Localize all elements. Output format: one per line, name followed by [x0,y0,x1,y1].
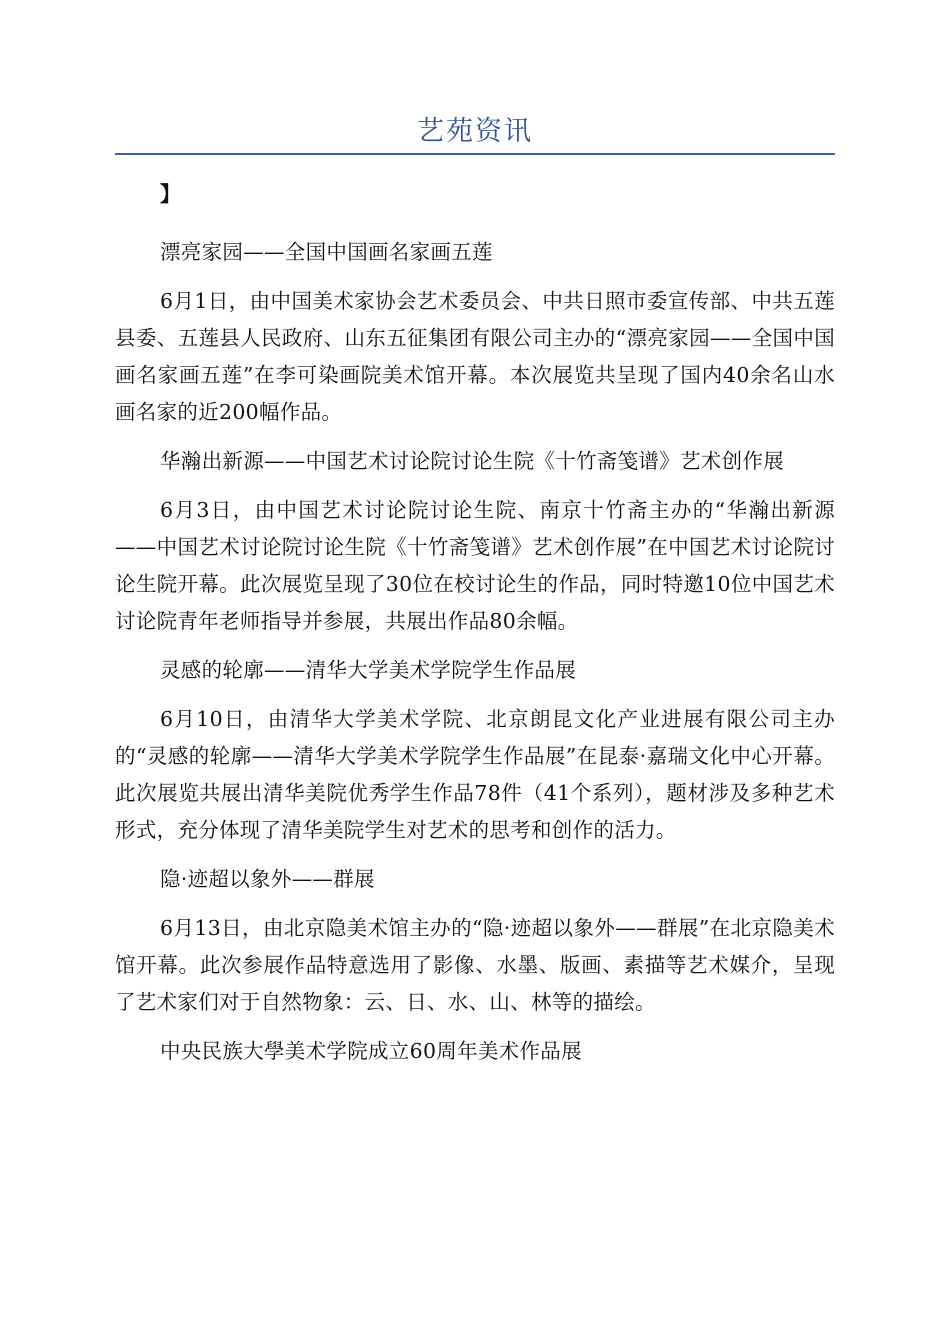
paragraph-exhibition-4: 6月13日，由北京隐美术馆主办的“隐·迹超以象外——群展”在北京隐美术馆开幕。此次参展作品特意选用了影像、水墨、版画、素描等艺术媒介，呈现了艺术家们对于自然物象：云、日、水、山、林等的描绘。 [115,916,835,1014]
document-body [115,176,835,1082]
paragraph-exhibition-3: 6月10日，由清华大学美术学院、北京朗昆文化产业进展有限公司主办的“灵感的轮廓——清华大学美术学院学生作品展”在昆泰·嘉瑞文化中心开幕。此次展览共展出清华美院优秀学生作品78件（41个系列），题材涉及多种艺术形式，充分体现了清华美院学生对艺术的思考和创作的活力。 [115,707,835,842]
paragraph-exhibition-2: 6月3日，由中国艺术讨论院讨论生院、南京十竹斋主办的“华瀚出新源——中国艺术讨论院讨论生院《十竹斋笺谱》艺术创作展”在中国艺术讨论院讨论生院开幕。此次展览呈现了30位在校讨论生的作品，同时特邀10位中国艺术讨论院青年老师指导并参展，共展出作品80余幅。 [115,498,835,633]
paragraph-exhibition-1: 6月1日，由中国美术家协会艺术委员会、中共日照市委宣传部、中共五莲县委、五莲县人民政府、山东五征集团有限公司主办的“漂亮家园——全国中国画名家画五莲”在李可染画院美术馆开幕。本次展览共呈现了国内40余名山水画名家的近200幅作品。 [115,289,835,424]
page-title: 艺苑资讯 [417,116,533,147]
heading-exhibition-3: 灵感的轮廓——清华大学美术学院学生作品展 [160,658,576,682]
heading-exhibition-2: 华瀚出新源——中国艺术讨论院讨论生院《十竹斋笺谱》艺术创作展 [160,449,784,473]
title-underline [115,153,835,155]
stray-bracket: 】 [160,182,181,206]
heading-exhibition-5: 中央民族大學美术学院成立60周年美术作品展 [160,1039,582,1063]
heading-exhibition-1: 漂亮家园——全国中国画名家画五莲 [160,240,493,264]
heading-exhibition-4: 隐·迹超以象外——群展 [160,867,375,891]
